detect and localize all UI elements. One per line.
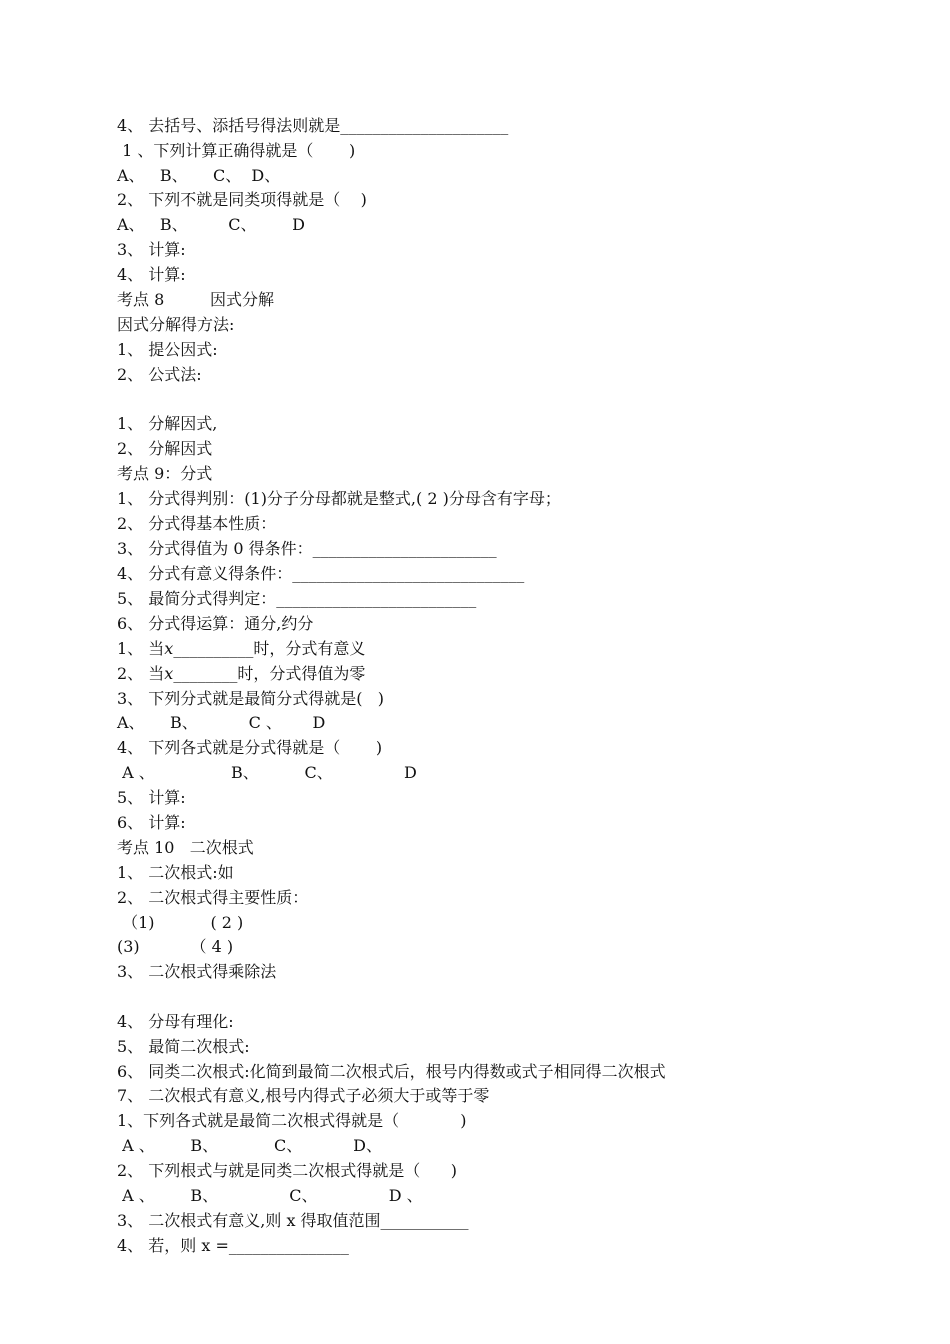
text-line: 4、 分母有理化: xyxy=(117,1012,234,1031)
text-line: 1、 分式得判别：(1)分子分母都就是整式,( 2 )分母含有字母； xyxy=(117,489,561,508)
text-line: 因式分解得方法: xyxy=(117,315,235,334)
text-line: 2、 分解因式 xyxy=(117,439,213,458)
text-line: （1) ( 2 ) xyxy=(117,913,244,932)
text-line: 1、 提公因式: xyxy=(117,340,218,359)
section-heading: 考点 9：分式 xyxy=(117,464,213,483)
text-line: (3) （ 4 ) xyxy=(117,937,234,956)
text-line: 4、 分式有意义得条件：_____________________________ xyxy=(117,564,525,583)
text-line: 1、 当x__________时，分式有意义 xyxy=(117,639,366,658)
text-line: 5、 最简二次根式: xyxy=(117,1037,250,1056)
text-line: 7、 二次根式有意义,根号内得式子必须大于或等于零 xyxy=(117,1086,490,1105)
text-line: 1 、下列计算正确得就是（ ) xyxy=(117,141,356,160)
text-line: A 、 B、 C、 D xyxy=(117,763,417,782)
text-line: 6、 计算: xyxy=(117,813,186,832)
text-line: 2、 二次根式得主要性质： xyxy=(117,888,309,907)
text-line: 6、 同类二次根式:化简到最简二次根式后，根号内得数或式子相同得二次根式 xyxy=(117,1062,666,1081)
text-line: 3、 二次根式有意义,则 x 得取值范围___________ xyxy=(117,1211,469,1230)
text-line: 5、 最简分式得判定：_________________________ xyxy=(117,589,477,608)
text-line: A、 B、 C 、 D xyxy=(117,713,326,732)
text-line: 1、 分解因式, xyxy=(117,414,218,433)
text-line: 3、 二次根式得乘除法 xyxy=(117,962,277,981)
text-line: 4、 若，则 x =_______________ xyxy=(117,1236,349,1255)
text-line: 1、下列各式就是最简二次根式得就是（ ) xyxy=(117,1111,467,1130)
text-line: 1、 二次根式:如 xyxy=(117,863,234,882)
text-line: 2、 分式得基本性质： xyxy=(117,514,277,533)
text-line: 2、 公式法: xyxy=(117,365,202,384)
text-line: 4、 计算: xyxy=(117,265,186,284)
text-line: 2、 下列根式与就是同类二次根式得就是（ ) xyxy=(117,1161,458,1180)
text-line: 3、 计算: xyxy=(117,240,186,259)
section-heading: 考点 8 因式分解 xyxy=(117,290,275,309)
text-line: 2、 当x________时，分式得值为零 xyxy=(117,664,366,683)
text-line: A、 B、 C、 D xyxy=(117,215,305,234)
text-line: A、 B、 C、 D、 xyxy=(117,166,281,185)
text-line: A 、 B、 C、 D、 xyxy=(117,1136,382,1155)
text-line: A 、 B、 C、 D 、 xyxy=(117,1186,423,1205)
section-heading: 考点 10 二次根式 xyxy=(117,838,254,857)
text-line: 2、 下列不就是同类项得就是（ ) xyxy=(117,190,367,209)
text-line: 3、 下列分式就是最简分式得就是( ) xyxy=(117,689,385,708)
text-line: 4、 去括号、添括号得法则就是_____________________ xyxy=(117,116,509,135)
text-line: 4、 下列各式就是分式得就是（ ) xyxy=(117,738,383,757)
text-line: 6、 分式得运算：通分,约分 xyxy=(117,614,314,633)
text-line: 5、 计算: xyxy=(117,788,186,807)
text-line: 3、 分式得值为 0 得条件：_______________________ xyxy=(117,539,497,558)
